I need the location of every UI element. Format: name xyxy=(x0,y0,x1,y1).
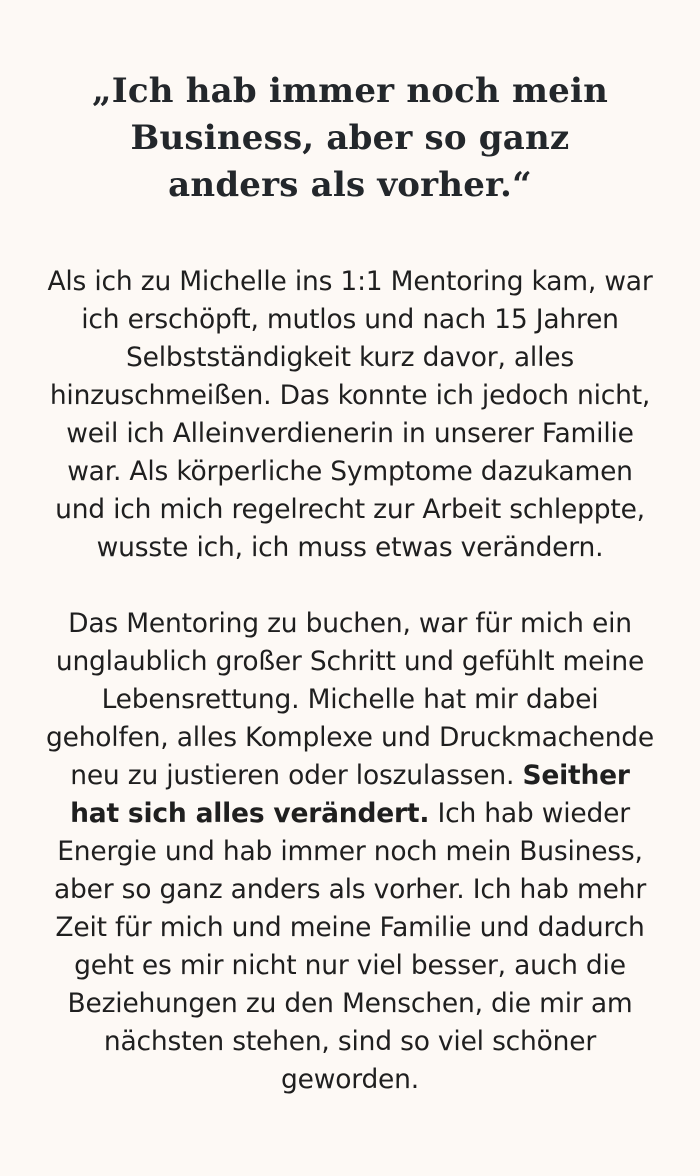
testimonial-paragraph-2 xyxy=(44,605,656,1099)
testimonial-paragraph-1: Als ich zu Michelle ins 1:1 Mentoring kam, war ich erschöpft, mutlos und nach 15 Jahren Selbstständigkeit kurz davor, alles hinzuschmeißen. Das konnte ich jedoch nicht, weil ich Alleinverdienerin in unserer Familie war. Als körperliche Symptome dazukamen und ich mich regelrecht zur Arbeit schleppte, wusste ich, ich muss etwas verändern. xyxy=(47,266,653,563)
testimonial-quote-title: „Ich hab immer noch mein Business, aber so ganz anders als vorher.“ xyxy=(91,71,609,205)
testimonial-paragraph-2-rest: Ich hab wieder Energie und hab immer noch mein Business, aber so ganz anders als vorher. Ich hab mehr Zeit für mich und meine Familie und dadurch geht es mir nicht nur viel besser, auch die Beziehungen zu den Menschen, die mir am nächsten stehen, sind so viel schöner geworden. xyxy=(53,798,647,1095)
testimonial-highlight: Seither hat sich alles verändert. xyxy=(70,760,630,829)
testimonial-paragraph-2-intro: Das Mentoring zu buchen, war für mich ein unglaublich großer Schritt und gefühlt meine Lebensrettung. Michelle hat mir dabei geholfen, alles Komplexe und Druckmachende neu zu justieren oder loszulassen. xyxy=(45,608,655,791)
